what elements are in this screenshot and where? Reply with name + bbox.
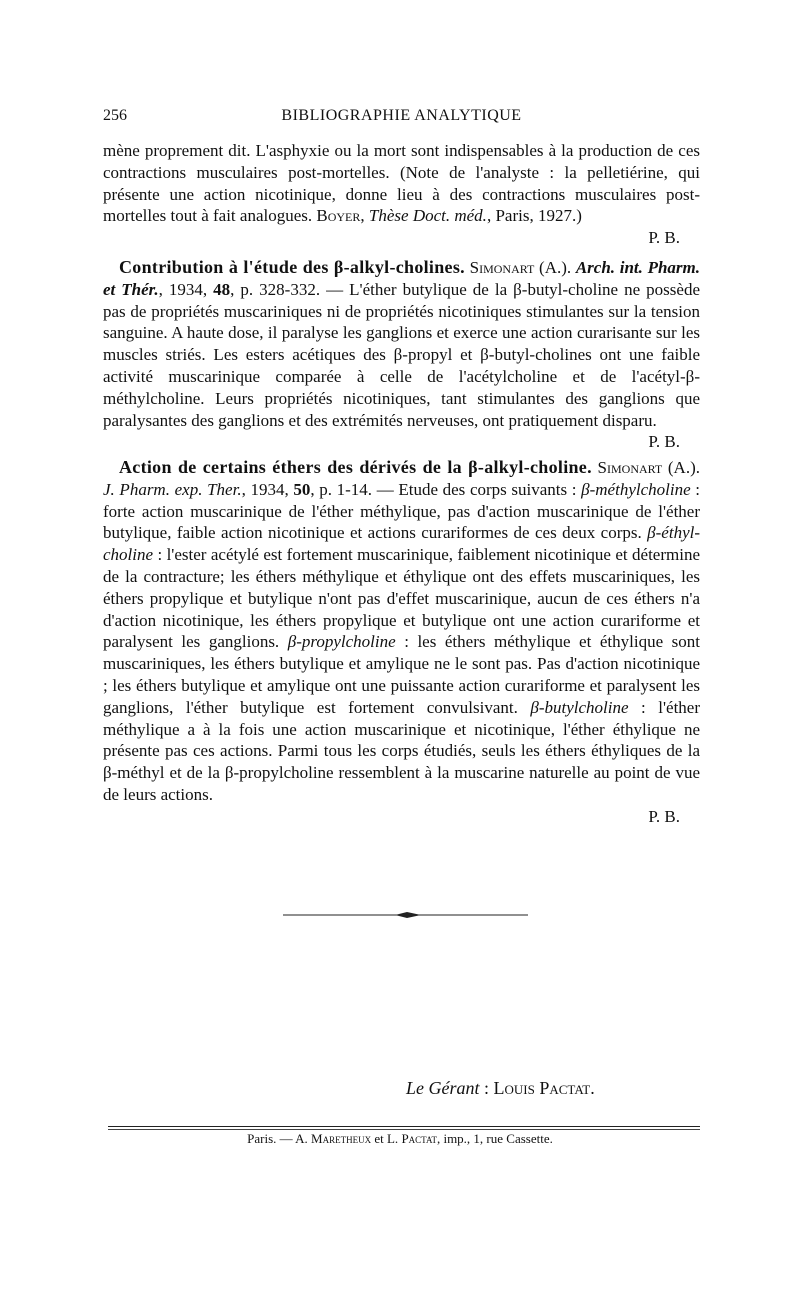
journal-pages: , p. 1-14. — bbox=[310, 479, 399, 499]
journal-name: J. Pharm. exp. Ther. bbox=[103, 479, 242, 499]
compound-description: : l'ester acétylé est fortement muscarinique, faiblement nicotinique et détermine de la contracture; les éthers méthylique et éthylique ont des effets muscariniques, les éthers propylique et butylique n'ont pas d'effet muscarinique, aucun de ces éthers n'a d'action nicotinique, les éthers propylique et butylique ont une action curariforme et paralysent les ganglions. bbox=[103, 545, 700, 652]
printer-name: Pactat bbox=[401, 1131, 437, 1146]
reference-title: Thèse Doct. méd. bbox=[368, 206, 487, 226]
gerant-separator: : bbox=[479, 1078, 494, 1098]
running-header bbox=[103, 107, 700, 129]
article-author: Simonart (A.). bbox=[469, 258, 572, 277]
journal-year: , 1934, bbox=[241, 479, 294, 499]
journal-year: , 1934, bbox=[158, 279, 214, 299]
article-action bbox=[103, 457, 700, 828]
gerant-name: Louis Pactat. bbox=[493, 1078, 595, 1098]
compound-description: : forte action muscarinique de l'éther méthylique, pas d'action muscarinique de l'éther butylique, faible action nicotinique et actions curariformes de ces deux corps. bbox=[103, 479, 700, 543]
running-head-title: BIBLIOGRAPHIE ANALYTIQUE bbox=[281, 107, 522, 124]
article-intro: Etude des corps suivants : bbox=[398, 479, 582, 499]
compound-description: : l'éther méthylique a à la fois une action muscarinique et nicotinique, l'éther éthylique ne présente pas ces actions. Parmi tous les corps étudiés, seuls les éthers éthyliques de la β-méthyl et de la β-propylcholine ressemblent à la muscarine naturelle au point de vue de leurs actions. bbox=[103, 697, 700, 804]
gerant-label: Le Gérant bbox=[406, 1078, 480, 1098]
compound-description: : les éthers méthylique et éthylique sont muscariniques, les éthers butylique et amylique ne le sont pas. Pas d'action nicotinique ; les éthers butylique et amylique ont une puissante action curariforme et paralysent les ganglions, l'éther butylique est fortement convulsivant. bbox=[103, 632, 700, 717]
journal-volume: 50 bbox=[293, 479, 311, 499]
imprint-line bbox=[0, 1131, 800, 1147]
article-contribution bbox=[103, 257, 700, 453]
gerant-line bbox=[406, 1078, 595, 1099]
imprint-text: , imp., 1, rue Cassette. bbox=[436, 1131, 553, 1146]
compound-term: β-méthylcholine bbox=[581, 479, 691, 499]
compound-term: β-éthyl-choline bbox=[103, 523, 700, 565]
footer-rule bbox=[108, 1129, 700, 1130]
article-title: Action de certains éthers des dérivés de la β-alkyl-choline. bbox=[119, 457, 592, 477]
imprint-text: Paris. — A. bbox=[247, 1131, 312, 1146]
reference-rest: , Paris, 1927.) bbox=[486, 206, 582, 226]
signature: P. B. bbox=[648, 432, 680, 452]
footer-rule bbox=[108, 1126, 700, 1127]
article-body: L'éther butylique de la β-butyl-choline ne possède pas de propriétés muscariniques ni de propriétés nicotiniques stimulantes sur la tension sanguine. A haute dose, il paralyse les ganglions et exerce une action curarisante sur les muscles striés. Les esters acétiques des β-propyl et β-butyl-cholines ont une faible activité muscarinique comparée à celle de l'acétylcholine et de l'acétyl-β-méthylcholine. Leurs propriétés nicotiniques, tant stimulantes des ganglions que paralysantes des ganglions et des extrémités nerveuses, ont pratiquement disparu. bbox=[103, 279, 700, 430]
reference-author: Boyer bbox=[316, 206, 361, 226]
continuation-text: mène proprement dit. L'asphyxie ou la mort sont indispensables à la production de ces contractions musculaires post-mortelles. (Note de l'analyste : la pelletiérine, qui présente une action nicotinique, donne lieu à des contractions musculaires post-mortelles tout à fait analogues. bbox=[103, 141, 700, 226]
compound-term: β-butylcholine bbox=[530, 697, 629, 717]
compound-term: β-propylcholine bbox=[287, 632, 396, 652]
journal-volume: 48 bbox=[213, 279, 231, 299]
printer-name: Maretheux bbox=[311, 1131, 372, 1146]
continuation-paragraph: mène proprement dit. L'asphyxie ou la mort sont indispensables à la production de ces contractions musculaires post-mortelles. (Note de l'analyste : la pelletiérine, qui présente une action nicotinique, donne lieu à des contractions musculaires post-mortelles tout à fait analogues. Boyer, Thèse Doct. méd., Paris, 1927.) P. B. bbox=[103, 141, 700, 248]
signature: P. B. bbox=[648, 806, 680, 826]
article-author: Simonart (A.). bbox=[597, 458, 700, 477]
journal-name: Arch. int. Pharm. et Thér. bbox=[103, 258, 700, 299]
article-title: Contribution à l'étude des β-alkyl-cholines. bbox=[119, 257, 465, 277]
ornamental-divider bbox=[283, 911, 528, 919]
imprint-text: et L. bbox=[371, 1131, 402, 1146]
page-number: 256 bbox=[103, 107, 127, 124]
signature: P. B. bbox=[648, 228, 680, 248]
journal-pages: , p. 328-332. — bbox=[230, 279, 350, 299]
